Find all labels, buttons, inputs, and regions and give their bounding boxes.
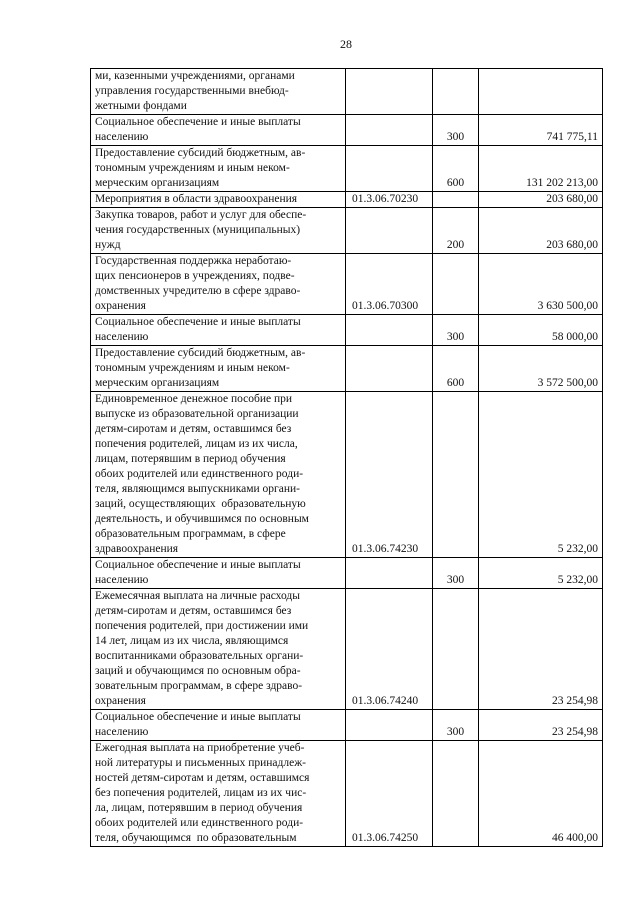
table-row: [91, 558, 603, 589]
row-description: Предоставление субсидий бюджетным, ав- тономным учреждениям и иным неком- мерческим организациям: [91, 346, 346, 392]
row-description: Предоставление субсидий бюджетным, ав- тономным учреждениям и иным неком- мерческим организациям: [91, 146, 346, 192]
row-description: Закупка товаров, работ и услуг для обеспе- чения государственных (муниципальных) нужд: [91, 208, 346, 254]
row-description: Мероприятия в области здравоохранения: [91, 192, 346, 208]
row-amount: 3 572 500,00: [479, 346, 603, 392]
row-description: ми, казенными учреждениями, органами управления государственными внебюд- жетными фондами: [91, 69, 346, 115]
row-amount: 58 000,00: [479, 315, 603, 346]
table-row: [91, 315, 603, 346]
row-expense-type: [433, 69, 479, 115]
row-description: Социальное обеспечение и иные выплаты населению: [91, 710, 346, 741]
table-row: [91, 69, 603, 115]
row-target-code: 01.3.06.70230: [346, 192, 433, 208]
row-description: Социальное обеспечение и иные выплаты населению: [91, 558, 346, 589]
table-row: [91, 146, 603, 192]
table-row: [91, 115, 603, 146]
row-description: Единовременное денежное пособие при выпуске из образовательной организации детям-сиротам и детям, оставшимся без попечения родителей, лицам из их числа, лицам, потерявшим в период обучения обоих родителей или единственного роди- теля, являющимся выпускниками органи- заций, осуществляющих образовательную деятельность, и обучившимся по основным образовательным программам, в сфере здравоохранения: [91, 392, 346, 558]
table-row: [91, 392, 603, 558]
row-expense-type: 600: [433, 146, 479, 192]
row-target-code: 01.3.06.74250: [346, 741, 433, 847]
row-target-code: [346, 710, 433, 741]
row-target-code: [346, 558, 433, 589]
row-target-code: 01.3.06.74240: [346, 589, 433, 710]
row-expense-type: [433, 589, 479, 710]
row-description: Социальное обеспечение и иные выплаты населению: [91, 115, 346, 146]
row-expense-type: 300: [433, 710, 479, 741]
row-description: Социальное обеспечение и иные выплаты населению: [91, 315, 346, 346]
table-row: [91, 254, 603, 315]
row-amount: 3 630 500,00: [479, 254, 603, 315]
table-row: [91, 192, 603, 208]
budget-table: [90, 68, 603, 847]
table-row: [91, 208, 603, 254]
row-amount: 46 400,00: [479, 741, 603, 847]
row-amount: 23 254,98: [479, 710, 603, 741]
row-description: Ежегодная выплата на приобретение учеб- ной литературы и письменных принадлеж- ностей детям-сиротам и детям, оставшимся без попечения родителей, лицам из их чис- ла, лицам, потерявшим в период обучения обоих родителей или единственного роди- теля, обучающимся по образовательным: [91, 741, 346, 847]
row-target-code: [346, 208, 433, 254]
row-target-code: [346, 315, 433, 346]
row-expense-type: 300: [433, 115, 479, 146]
row-expense-type: [433, 192, 479, 208]
row-description: Ежемесячная выплата на личные расходы детям-сиротам и детям, оставшимся без попечения родителей, при достижении ими 14 лет, лицам из их числа, являющимся воспитанниками образовательных органи- заций и обучающимся по основным обра- зовательным программам, в сфере здраво- охранения: [91, 589, 346, 710]
row-amount: 203 680,00: [479, 192, 603, 208]
table-row: [91, 589, 603, 710]
row-amount: 131 202 213,00: [479, 146, 603, 192]
table-row: [91, 346, 603, 392]
row-target-code: 01.3.06.74230: [346, 392, 433, 558]
table-row: [91, 710, 603, 741]
row-expense-type: 300: [433, 315, 479, 346]
row-target-code: [346, 115, 433, 146]
row-description: Государственная поддержка неработаю- щих пенсионеров в учреждениях, подве- домственных учредителю в сфере здраво- охранения: [91, 254, 346, 315]
row-target-code: 01.3.06.70300: [346, 254, 433, 315]
row-target-code: [346, 346, 433, 392]
row-expense-type: [433, 741, 479, 847]
table-row: [91, 741, 603, 847]
row-amount: 23 254,98: [479, 589, 603, 710]
row-expense-type: [433, 392, 479, 558]
row-amount: 203 680,00: [479, 208, 603, 254]
row-amount: 5 232,00: [479, 558, 603, 589]
row-amount: 5 232,00: [479, 392, 603, 558]
row-expense-type: [433, 254, 479, 315]
row-target-code: [346, 69, 433, 115]
page-number: 28: [340, 37, 352, 51]
row-target-code: [346, 146, 433, 192]
row-expense-type: 300: [433, 558, 479, 589]
row-expense-type: 600: [433, 346, 479, 392]
row-expense-type: 200: [433, 208, 479, 254]
row-amount: [479, 69, 603, 115]
row-amount: 741 775,11: [479, 115, 603, 146]
